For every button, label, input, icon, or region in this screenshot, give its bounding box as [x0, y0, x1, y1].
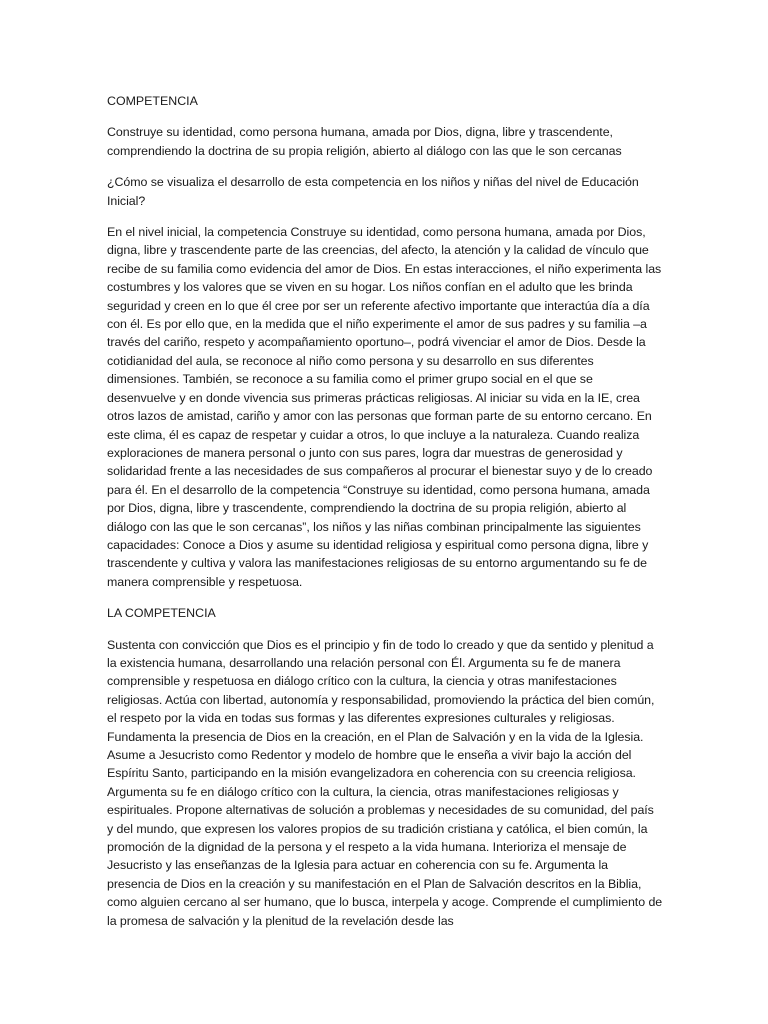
document-body [107, 92, 663, 943]
section-heading-competencia: COMPETENCIA [107, 94, 198, 108]
competency-statement: Construye su identidad, como persona humana, amada por Dios, digna, libre y trascendente, comprendiendo la doctrina de su propia religión, abierto al diálogo con las que le son cercanas [107, 125, 622, 158]
competency-description-paragraph: Sustenta con convicción que Dios es el principio y fin de todo lo creado y que da sentido y plenitud a la existencia humana, desarrollando una relación personal con Él. Argumenta su fe de manera comprensible y respetuosa en diálogo crítico con la cultura, la ciencia y otras manifestaciones religiosas. Actúa con libertad, autonomía y responsabilidad, promoviendo la práctica del bien común, el respeto por la vida en todas sus formas y las diferentes expresiones culturales y religiosas. Fundamenta la presencia de Dios en la creación, en el Plan de Salvación y en la vida de la Iglesia. Asume a Jesucristo como Redentor y modelo de hombre que le enseña a vivir bajo la acción del Espíritu Santo, participando en la misión evangelizadora en coherencia con su creencia religiosa. Argumenta su fe en diálogo crítico con la cultura, la ciencia, otras manifestaciones religiosas y espirituales. Propone alternativas de solución a problemas y necesidades de su comunidad, del país y del mundo, que expresen los valores propios de su tradición cristiana y católica, el bien común, la promoción de la dignidad de la persona y el respeto a la vida humana. Interioriza el mensaje de Jesucristo y las enseñanzas de la Iglesia para actuar en coherencia con su fe. Argumenta la presencia de Dios en la creación y su manifestación en el Plan de Salvación descritos en la Biblia, como alguien cercano al ser humano, que lo busca, interpela y acoge. Comprende el cumplimiento de la promesa de salvación y la plenitud de la revelación desde las [107, 637, 663, 928]
section-heading-la-competencia: LA COMPETENCIA [107, 606, 216, 621]
initial-level-paragraph: En el nivel inicial, la competencia Construye su identidad, como persona humana, amada por Dios, digna, libre y trascendente parte de las creencias, del afecto, la atención y la calidad de vínculo que recibe de su familia como evidencia del amor de Dios. En estas interacciones, el niño experimenta las costumbres y los valores que se viven en su hogar. Los niños confían en el adulto que les brinda seguridad y creen en lo que él cree por ser un referente afectivo importante que interactúa día a día con él. Es por ello que, en la medida que el niño experimente el amor de sus padres y su familia –a través del cariño, respeto y acompañamiento oportuno–, podrá vivenciar el amor de Dios. Desde la cotidianidad del aula, se reconoce al niño como persona y su desarrollo en sus diferentes dimensiones. También, se reconoce a su familia como el primer grupo social en el que se desenvuelve y en donde vivencia sus primeras prácticas religiosas. Al iniciar su vida en la IE, crea otros lazos de amistad, cariño y amor con las personas que forman parte de su entorno cercano. En este clima, él es capaz de respetar y cuidar a otros, lo que incluye a la naturaleza. Cuando realiza exploraciones de manera personal o junto con sus pares, logra dar muestras de generosidad y solidaridad frente a las necesidades de sus compañeros al procurar el bienestar suyo y de lo creado para él. En el desarrollo de la competencia “Construye su identidad, como persona humana, amada por Dios, digna, libre y trascendente, comprendiendo la doctrina de su propia religión, abierto al diálogo con las que le son cercanas”, los niños y las niñas combinan principalmente las siguientes capacidades: Conoce a Dios y asume su identidad religiosa y espiritual como persona digna, libre y trascendente y cultiva y valora las manifestaciones religiosas de su entorno argumentando su fe de manera comprensible y respetuosa. [107, 225, 662, 589]
guiding-question: ¿Cómo se visualiza el desarrollo de esta competencia en los niños y niñas del nivel de Educación Inicial? [107, 175, 639, 208]
